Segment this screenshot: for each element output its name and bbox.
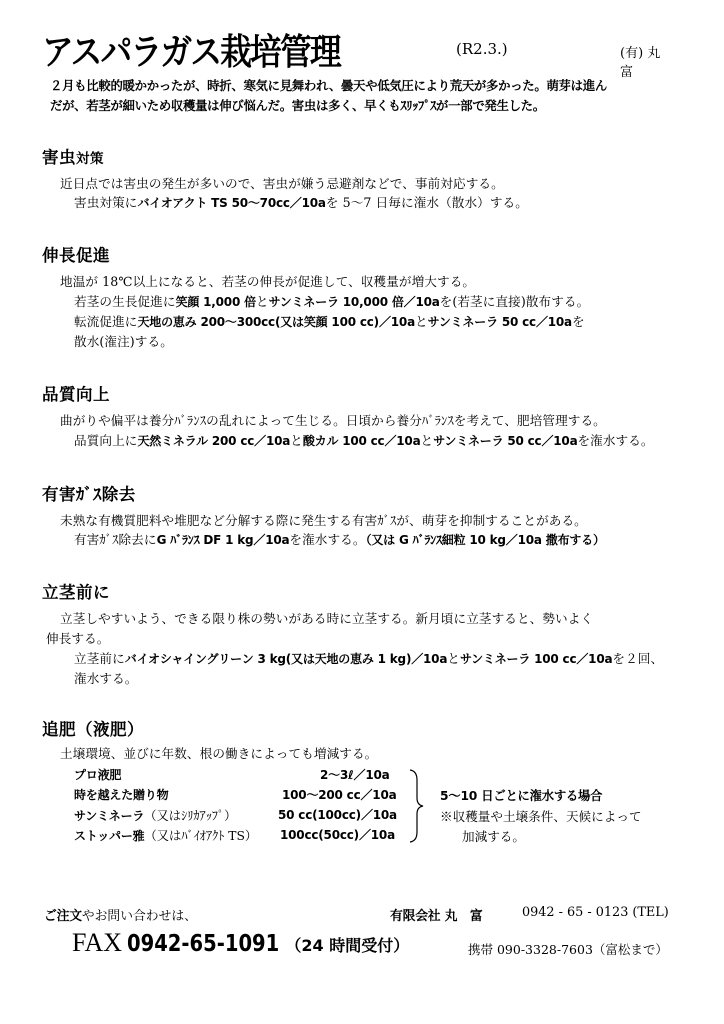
fert-interval-note: 5～10 日ごとに潅水する場合 bbox=[440, 789, 603, 803]
issue-date: (R2.3.) bbox=[456, 40, 508, 58]
fax-label: FAX bbox=[72, 928, 123, 957]
mobile-contact: 携帯 090-3328-7603（富松まで） bbox=[468, 942, 668, 957]
footer-company: 有限会社 丸 富 bbox=[390, 909, 483, 924]
section-title-pest: 害虫対策 bbox=[42, 148, 104, 167]
brace-bracket bbox=[408, 768, 424, 844]
fax-line bbox=[72, 928, 409, 958]
stem-line-4: 潅水する。 bbox=[74, 671, 138, 686]
product-amount: 2～3ℓ／10a bbox=[320, 768, 390, 782]
intro-text bbox=[50, 76, 690, 116]
product-amount: 50 cc(100cc)／10a bbox=[278, 808, 397, 822]
section-title-growth: 伸長促進 bbox=[42, 246, 110, 265]
gas-line-1: 未熟な有機質肥料や堆肥など分解する際に発生する有害ｶﾞｽが、萌芽を抑制することがある。 bbox=[60, 513, 587, 528]
company-name-top: (有) 丸 富 bbox=[620, 46, 674, 80]
fert-adjust-note-2: 加減する。 bbox=[462, 829, 525, 844]
order-inquiry-text: ご注文やお問い合わせは、 bbox=[44, 909, 197, 924]
page-title: アスパラガス栽培管理 bbox=[42, 32, 340, 73]
fax-number: 0942-65-1091 bbox=[127, 931, 280, 957]
intro-line-1: ２月も比較的暖かかったが、時折、寒気に見舞われ、曇天や低気圧により荒天が多かった。萌芽は進ん bbox=[50, 78, 607, 93]
product-amount: 100cc(50cc)／10a bbox=[280, 828, 395, 842]
footer-tel: 0942 - 65 - 0123 (TEL) bbox=[522, 905, 669, 920]
product-name: プロ液肥 bbox=[74, 768, 122, 782]
growth-line-4: 散水(潅注)する。 bbox=[74, 334, 173, 349]
gas-line-2: 有害ｶﾞｽ除去にG ﾊﾞﾗﾝｽ DF 1 kg／10aを潅水する。（又は G ﾊﾞﾗﾝｽ細粒 10 kg／10a 撒布する） bbox=[74, 532, 605, 547]
fert-line-1: 土壌環境、並びに年数、根の働きによっても増減する。 bbox=[60, 746, 378, 761]
growth-line-3: 転流促進に天地の恵み 200～300cc(又は笑顔 100 cc)／10aとサンミネーラ 50 cc／10aを bbox=[74, 314, 585, 329]
pest-line-1: 近日点では害虫の発生が多いので、害虫が嫌う忌避剤などで、事前対応する。 bbox=[60, 176, 504, 191]
product-name: ストッパー雅（又はﾊﾞｲｵｱｸﾄ TS） bbox=[74, 829, 258, 843]
fert-adjust-note: ※収穫量や土壌条件、天候によって bbox=[440, 809, 642, 824]
growth-line-2: 若茎の生長促進に笑顔 1,000 倍とサンミネーラ 10,000 倍／10aを(若茎に直接)散布する。 bbox=[74, 294, 590, 309]
stem-line-2: 伸長する。 bbox=[46, 631, 110, 646]
stem-line-1: 立茎しやすいよう、できる限り株の勢いがある時に立茎する。新月頃に立茎すると、勢いよく bbox=[60, 611, 594, 626]
quality-line-1: 曲がりや偏平は養分ﾊﾞﾗﾝｽの乱れによって生じる。日頃から養分ﾊﾞﾗﾝｽを考えて、肥培管理する。 bbox=[60, 413, 606, 428]
section-title-stem: 立茎前に bbox=[42, 583, 110, 602]
fax-note: （24 時間受付） bbox=[285, 936, 410, 955]
section-title-gas: 有害ｶﾞｽ除去 bbox=[42, 485, 136, 504]
product-name: サンミネーラ（又はｼﾘｶｱｯﾌﾟ） bbox=[74, 809, 237, 823]
header bbox=[42, 24, 682, 80]
product-name: 時を越えた贈り物 bbox=[74, 788, 169, 802]
quality-line-2: 品質向上に天然ミネラル 200 cc／10aと酸カル 100 cc／10aとサンミネーラ 50 cc／10aを潅水する。 bbox=[74, 433, 654, 448]
section-title-fertilizer: 追肥（液肥） bbox=[42, 720, 144, 739]
intro-line-2: だが、若茎が細いため収穫量は伸び悩んだ。害虫は多く、早くもｽﾘｯﾌﾟｽが一部で発生した。 bbox=[50, 98, 545, 113]
section-title-quality: 品質向上 bbox=[42, 385, 110, 404]
stem-line-3: 立茎前にバイオシャイングリーン 3 kg(又は天地の恵み 1 kg)／10aとサンミネーラ 100 cc／10aを２回、 bbox=[74, 651, 664, 666]
product-amount: 100～200 cc／10a bbox=[282, 788, 397, 802]
growth-line-1: 地温が 18℃以上になると、若茎の伸長が促進して、収穫量が増大する。 bbox=[60, 274, 476, 289]
pest-line-2: 害虫対策にバイオアクト TS 50～70cc／10aを 5～7 日毎に潅水（散水）する。 bbox=[74, 195, 528, 210]
fertilizer-table bbox=[74, 766, 414, 850]
